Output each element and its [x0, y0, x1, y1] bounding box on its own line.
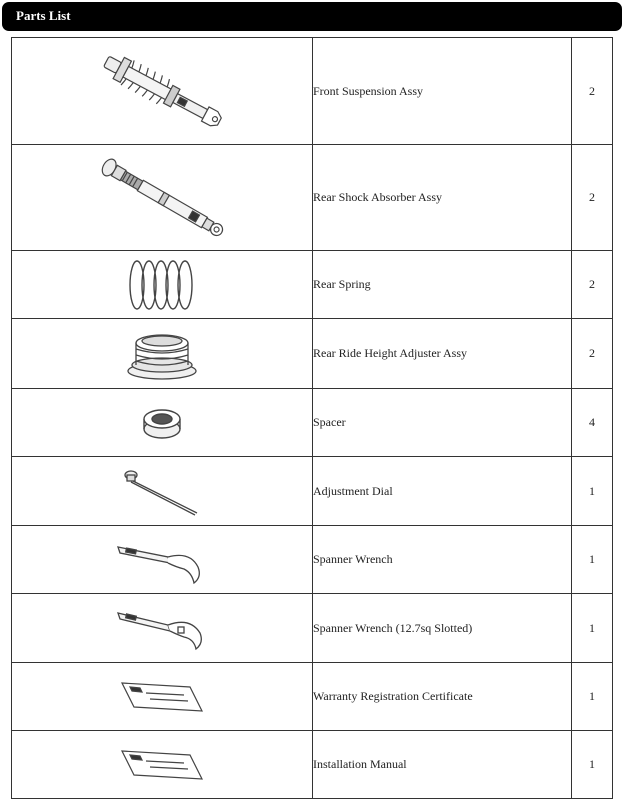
- slotted-spanner-icon: [112, 603, 212, 653]
- part-image-cell: [12, 663, 313, 731]
- part-image-cell: [12, 145, 313, 251]
- table-row: [12, 594, 613, 663]
- rear-shock-icon: [77, 148, 247, 248]
- part-qty: 2: [572, 251, 613, 319]
- table-row: [12, 319, 613, 389]
- part-image-cell: [12, 731, 313, 799]
- table-row: [12, 731, 613, 799]
- part-image-cell: [12, 38, 313, 145]
- part-name: Rear Spring: [313, 251, 572, 319]
- part-qty: 1: [572, 731, 613, 799]
- part-image-cell: [12, 457, 313, 526]
- parts-table: [11, 37, 613, 799]
- height-adjuster-icon: [122, 323, 202, 385]
- part-image-cell: [12, 319, 313, 389]
- part-qty: 1: [572, 663, 613, 731]
- part-qty: 2: [572, 319, 613, 389]
- table-row: [12, 389, 613, 457]
- header-title: Parts List: [16, 8, 71, 23]
- spring-icon: [117, 255, 207, 315]
- table-row: [12, 251, 613, 319]
- part-name: Installation Manual: [313, 731, 572, 799]
- front-suspension-icon: [77, 41, 247, 141]
- part-qty: 1: [572, 594, 613, 663]
- table-row: [12, 663, 613, 731]
- part-image-cell: [12, 594, 313, 663]
- part-name: Spacer: [313, 389, 572, 457]
- table-row: [12, 457, 613, 526]
- part-name: Spanner Wrench: [313, 526, 572, 594]
- table-row: [12, 38, 613, 145]
- spanner-wrench-icon: [112, 535, 212, 585]
- manual-icon: [112, 743, 212, 787]
- part-name: Spanner Wrench (12.7sq Slotted): [313, 594, 572, 663]
- part-image-cell: [12, 251, 313, 319]
- parts-list-header: [2, 2, 622, 31]
- certificate-icon: [112, 675, 212, 719]
- part-image-cell: [12, 526, 313, 594]
- part-name: Warranty Registration Certificate: [313, 663, 572, 731]
- part-name: Rear Ride Height Adjuster Assy: [313, 319, 572, 389]
- part-name: Front Suspension Assy: [313, 38, 572, 145]
- table-row: [12, 526, 613, 594]
- part-qty: 1: [572, 457, 613, 526]
- part-name: Adjustment Dial: [313, 457, 572, 526]
- part-image-cell: [12, 389, 313, 457]
- spacer-icon: [137, 403, 187, 443]
- table-row: [12, 145, 613, 251]
- part-qty: 2: [572, 38, 613, 145]
- part-name: Rear Shock Absorber Assy: [313, 145, 572, 251]
- part-qty: 2: [572, 145, 613, 251]
- part-qty: 4: [572, 389, 613, 457]
- adjustment-dial-icon: [117, 461, 207, 521]
- part-qty: 1: [572, 526, 613, 594]
